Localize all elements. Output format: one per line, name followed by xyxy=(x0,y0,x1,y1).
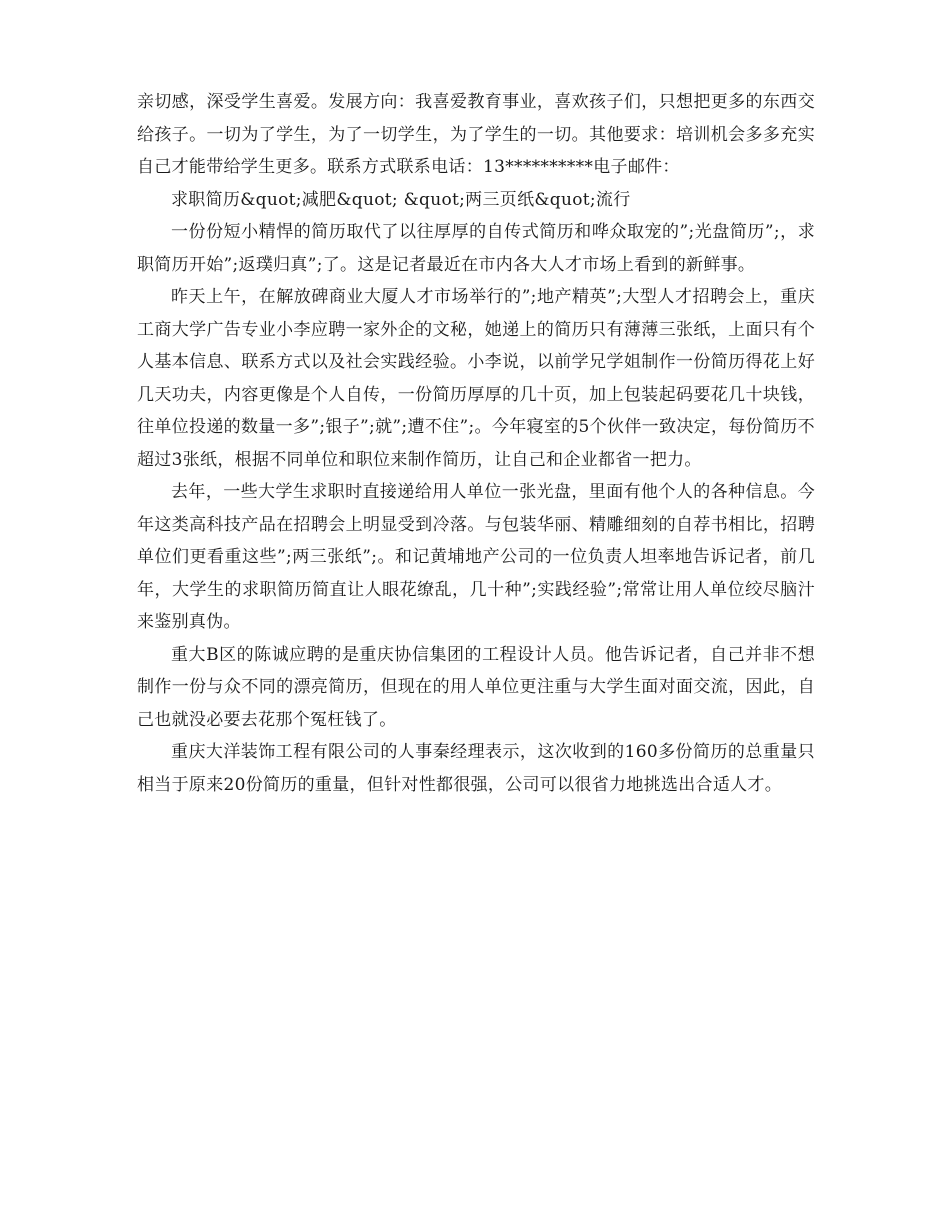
paragraph-resume-continuation: 亲切感，深受学生喜爱。发展方向：我喜爱教育事业，喜欢孩子们，只想把更多的东西交给孩子。一切为了学生，为了一切学生，为了学生的一切。其他要求：培训机会多多充实自己才能带给学生更多。联系方式联系电话：13**********电子邮件： xyxy=(137,92,815,177)
paragraph-chen-cheng: 重大B区的陈诚应聘的是重庆协信集团的工程设计人员。他告诉记者，自己并非不想制作一份与众不同的漂亮简历，但现在的用人单位更注重与大学生面对面交流，因此，自己也就没必要去花那个冤枉钱了。 xyxy=(137,644,815,730)
paragraph-intro: 一份份短小精悍的简历取代了以往厚厚的自传式简历和哗众取宠的”;光盘简历”;，求职简历开始”;返璞归真”;了。这是记者最近在市内各大人才市场上看到的新鲜事。 xyxy=(137,222,815,275)
article-headline: 求职简历&quot;减肥&quot; &quot;两三页纸&quot;流行 xyxy=(171,189,631,210)
document-body xyxy=(137,86,815,801)
paragraph-cd-resume: 去年，一些大学生求职时直接递给用人单位一张光盘，里面有他个人的各种信息。今年这类高科技产品在招聘会上明显受到冷落。与包装华丽、精雕细刻的自荐书相比，招聘单位们更看重这些”;两三张纸”;。和记黄埔地产公司的一位负责人坦率地告诉记者，前几年，大学生的求职简历简直让人眼花缭乱，几十种”;实践经验”;常常让用人单位绞尽脑汁来鉴别真伪。 xyxy=(137,482,815,632)
paragraph-manager-quote: 重庆大洋装饰工程有限公司的人事秦经理表示，这次收到的160多份简历的总重量只相当于原来20份简历的重量，但针对性都很强，公司可以很省力地挑选出合适人才。 xyxy=(137,742,815,795)
paragraph-job-fair: 昨天上午，在解放碑商业大厦人才市场举行的”;地产精英”;大型人才招聘会上，重庆工商大学广告专业小李应聘一家外企的文秘，她递上的简历只有薄薄三张纸，上面只有个人基本信息、联系方式以及社会实践经验。小李说，以前学兄学姐制作一份简历得花上好几天功夫，内容更像是个人自传，一份简历厚厚的几十页，加上包装起码要花几十块钱，往单位投递的数量一多”;银子”;就”;遭不住”;。今年寝室的5个伙伴一致决定，每份简历不超过3张纸，根据不同单位和职位来制作简历，让自己和企业都省一把力。 xyxy=(137,287,815,470)
